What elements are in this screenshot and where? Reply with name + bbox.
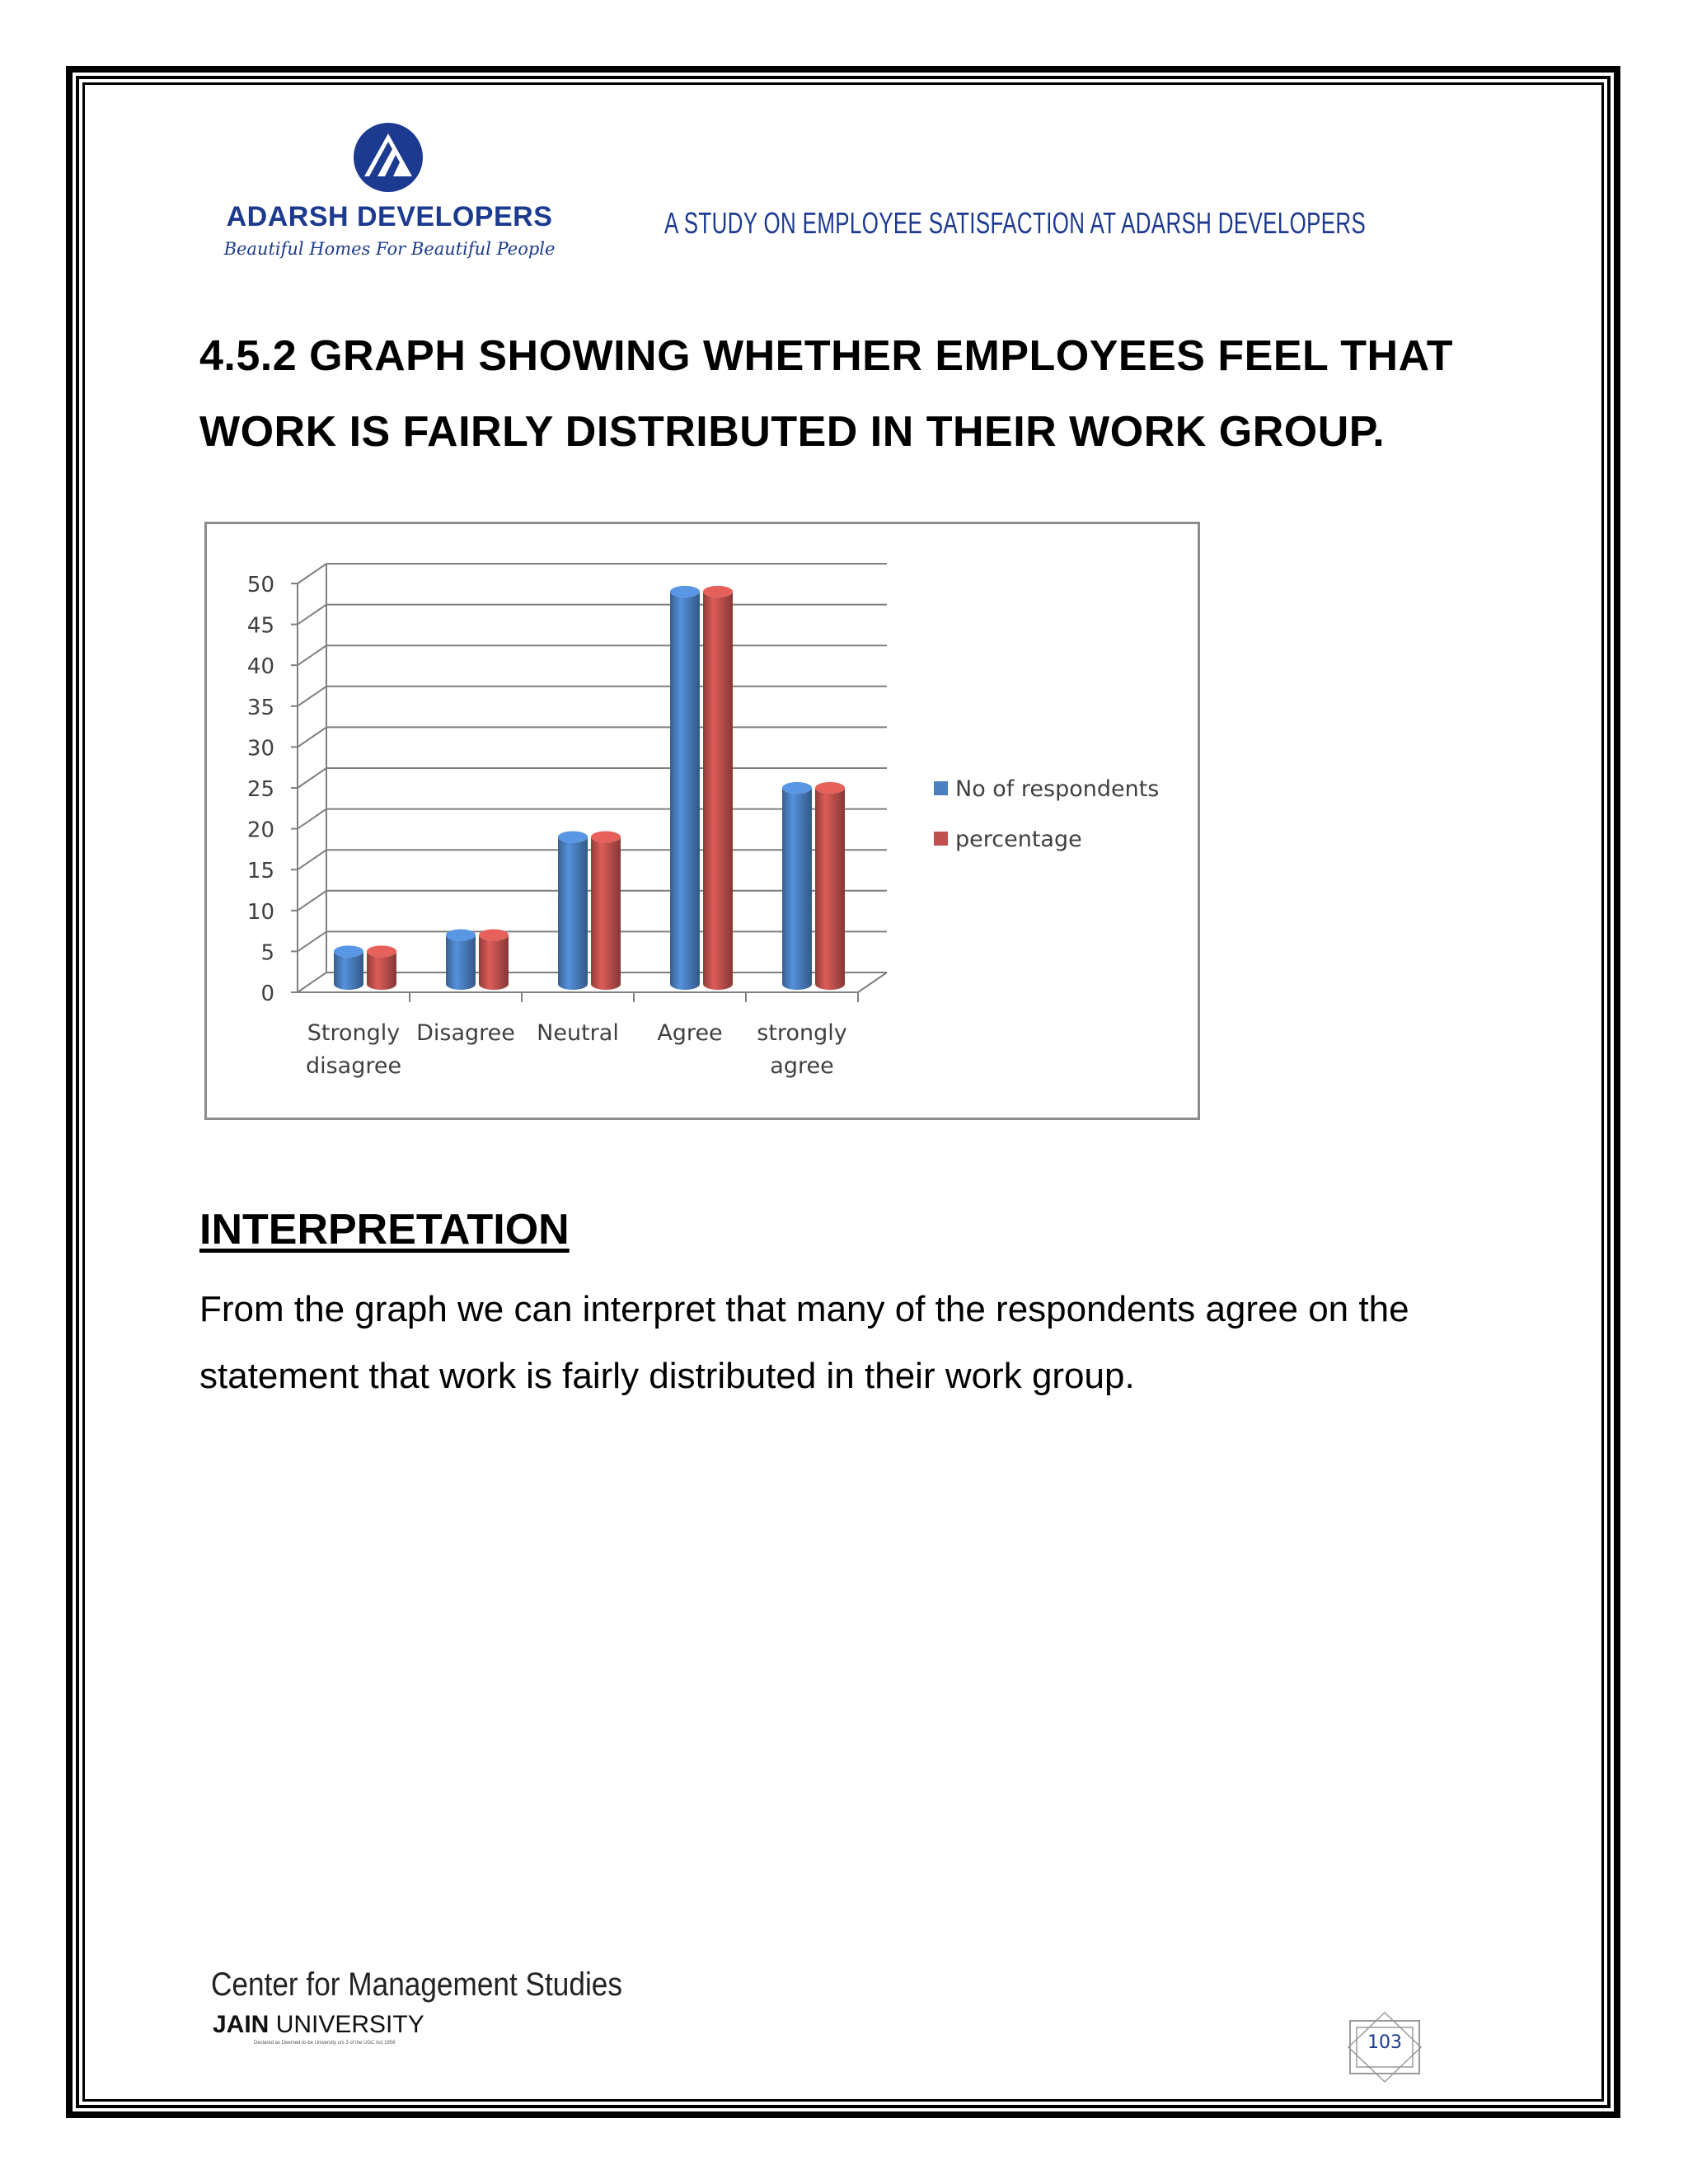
gridline-depth [298, 972, 326, 992]
gridline-depth [298, 605, 326, 625]
gridline-depth [298, 809, 326, 829]
y-tick-label: 50 [246, 573, 274, 598]
y-tick-label: 40 [246, 654, 274, 680]
bar-top [670, 586, 700, 598]
section-heading: 4.5.2 GRAPH SHOWING WHETHER EMPLOYEES FEEL THAT WORK IS FAIRLY DISTRIBUTED IN THEIR WORK GROUP. [199, 332, 1454, 456]
interpretation-text: From the graph we can interpret that many of the respondents agree on the statement that work is fairly distributed in their work group. [199, 1289, 1409, 1396]
y-tick-label: 45 [246, 613, 274, 639]
bar-top [815, 782, 845, 794]
floor-right-edge [858, 972, 887, 992]
page-number: 103 [1367, 2032, 1402, 2053]
legend-swatch [934, 781, 948, 795]
gridline-depth [298, 645, 326, 665]
chart-canvas [207, 524, 1198, 1118]
company-brand-name: ADARSH DEVELOPERS [226, 201, 553, 232]
bar-percentage [367, 951, 396, 990]
legend-label: percentage [955, 827, 1082, 852]
x-tick-label: Neutral [537, 1020, 619, 1046]
gridline-depth [298, 687, 326, 706]
x-tick-label: agree [770, 1053, 834, 1079]
x-tick-label: Disagree [416, 1020, 515, 1046]
gridline-depth [298, 768, 326, 788]
gridline-depth [298, 891, 326, 911]
bar-top [558, 831, 588, 842]
bar-respondents [670, 592, 700, 990]
bar-top [479, 929, 509, 940]
bar-respondents [334, 951, 363, 990]
bar-top [703, 586, 733, 598]
y-tick-label: 25 [246, 777, 274, 802]
y-tick-label: 5 [260, 940, 274, 966]
y-tick-label: 20 [246, 818, 274, 843]
bar-percentage [591, 837, 621, 990]
legend-label: No of respondents [955, 776, 1160, 802]
bar-respondents [558, 837, 588, 990]
bar-respondents [782, 788, 812, 990]
interpretation-heading: INTERPRETATION [199, 1206, 570, 1254]
x-tick-label: Agree [657, 1020, 723, 1046]
company-tagline: Beautiful Homes For Beautiful People [223, 239, 556, 259]
x-tick-label: Strongly [307, 1020, 401, 1046]
x-tick-label: disagree [305, 1053, 402, 1079]
footer-university-rest: UNIVERSITY [269, 2011, 424, 2038]
bar-top [334, 945, 363, 957]
gridline-depth [298, 564, 326, 583]
footer-university-bold: JAIN [213, 2011, 270, 2038]
bar-percentage [479, 935, 509, 990]
gridline-depth [298, 931, 326, 951]
y-tick-label: 35 [246, 695, 274, 720]
gridline-depth [298, 850, 326, 869]
y-tick-label: 30 [246, 736, 274, 762]
y-tick-label: 10 [246, 899, 274, 925]
x-tick-label: strongly [757, 1020, 847, 1046]
study-title: A STUDY ON EMPLOYEE SATISFACTION AT ADARSH DEVELOPERS [664, 206, 1367, 240]
adarsh-logo-icon [353, 122, 424, 193]
bar-top [446, 929, 476, 940]
gridline-depth [298, 727, 326, 747]
footer-university [213, 2011, 424, 2039]
bar-top [782, 782, 812, 794]
y-tick-label: 15 [246, 859, 274, 884]
bar-percentage [815, 788, 845, 990]
legend-swatch [934, 832, 948, 846]
bar-respondents [446, 935, 476, 990]
footer-fine-print: Declared as Deemed-to-be University u/s 3 of the UGC Act 1956 [254, 2041, 396, 2046]
y-tick-label: 0 [260, 982, 274, 1006]
footer-center-name: Center for Management Studies [211, 1966, 622, 2003]
bar-chart [204, 522, 1200, 1120]
bar-top [591, 831, 621, 842]
bar-top [367, 945, 396, 957]
bar-percentage [703, 592, 733, 990]
